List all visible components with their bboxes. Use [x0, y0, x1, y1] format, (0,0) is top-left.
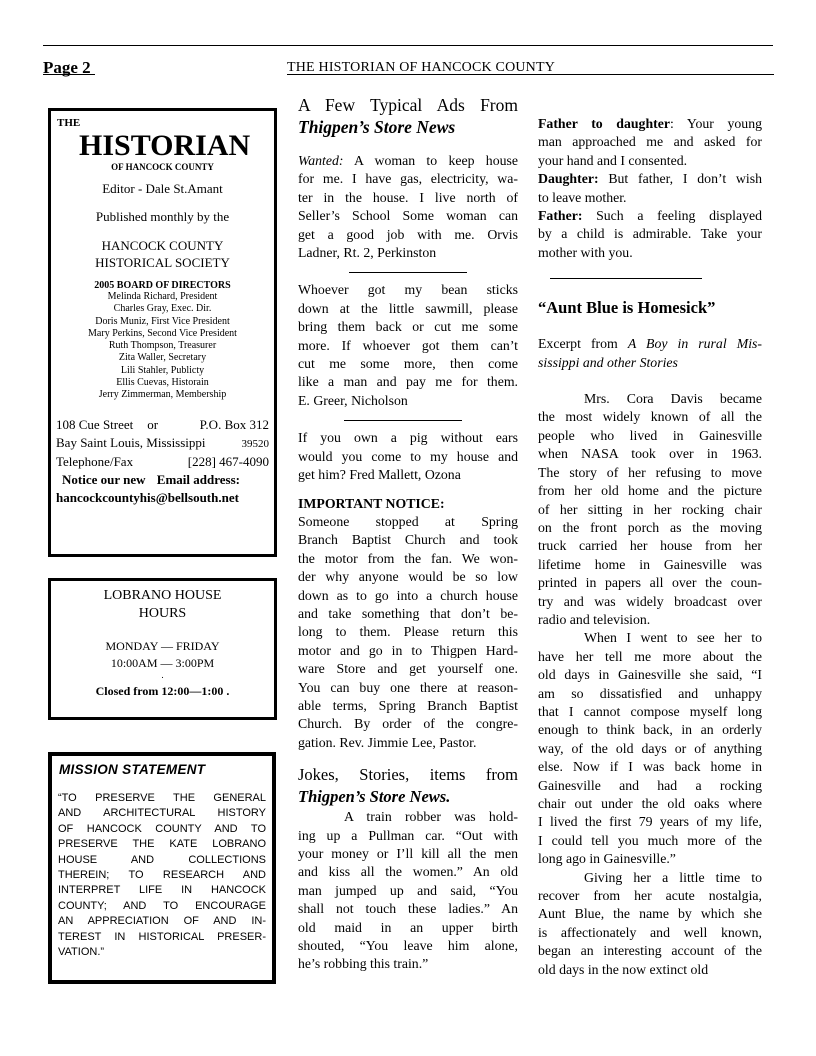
text-line: old maid in an upper birth: [298, 919, 518, 935]
aunt-paragraph-2: [538, 629, 762, 868]
text-line: long to them. Please return this: [298, 624, 518, 640]
text-line: by a child is admirable. Take your: [538, 226, 762, 242]
text-line: old days in the now extinct old: [538, 961, 709, 977]
text-line: Giving her a little time to: [584, 869, 762, 885]
contact-block: [56, 416, 269, 507]
mission-line: THEREIN; TO RESEARCH AND: [58, 869, 266, 882]
mission-title: MISSION STATEMENT: [59, 762, 206, 777]
text-line: long ago in Gainesville.”: [538, 851, 676, 867]
ad-wanted: [298, 152, 518, 262]
text-line: from her old home and the picture: [538, 483, 762, 499]
father-first-line: [538, 115, 762, 133]
ad-pig: [298, 429, 518, 484]
text-line: and kiss all the women.” An old: [298, 864, 518, 880]
board-member: Jerry Zimmerman, Membership: [98, 389, 227, 401]
ad-wanted-body: [298, 170, 518, 262]
text-line: down at the little sawmill, please: [298, 300, 518, 316]
text-line: der why anyone would be so low: [298, 569, 518, 585]
board-member: Ruth Thompson, Treasurer: [108, 340, 217, 352]
masthead-title: HISTORIAN: [79, 129, 251, 162]
hours-time: 10:00AM — 3:00PM: [110, 656, 215, 670]
jokes-heading-line-2: Thigpen’s Store News.: [298, 787, 451, 807]
text-line: shouted, “You leave him alone,: [298, 938, 518, 954]
text-line: that I cannot compose myself long: [538, 703, 762, 719]
ad-wanted-first-line: [298, 152, 518, 170]
aunt-excerpt-italic-1: A Boy in rural Mis-: [627, 336, 762, 352]
text-line: A train robber was hold-: [344, 809, 518, 825]
text-line: the motor from the fan. We won-: [298, 550, 518, 566]
daughter-first-line: [538, 170, 762, 188]
mission-line: TEREST IN HISTORICAL PRESER-: [58, 930, 266, 943]
text-line: would you come to my house and: [298, 448, 518, 464]
text-line: recover from her acute nostalgia,: [538, 888, 762, 904]
text-line: Ladner, Rt. 2, Perkinston: [298, 245, 437, 261]
city-line: [56, 434, 269, 453]
masthead-published: Published monthly by the: [95, 209, 230, 224]
text-line: I lived the first 79 years of my life,: [538, 814, 762, 830]
ads-heading-line-1: A Few Typical Ads From: [298, 95, 518, 115]
notice-body: [298, 513, 518, 752]
middle-column: [298, 94, 518, 974]
email-label: Email address:: [156, 471, 240, 487]
email-notice: [62, 471, 269, 489]
text-line: gation. Rev. Jimmie Lee, Pastor.: [298, 734, 477, 750]
daughter-body: [538, 189, 762, 207]
text-line: he’s robbing this train.”: [298, 956, 429, 972]
text-line: enough to think back, in an orderly: [538, 722, 762, 738]
board-member: Doris Muniz, First Vice President: [95, 315, 230, 327]
text-line: motor and go in to Thigpen Hard-: [298, 642, 518, 658]
ad-separator-1: [349, 272, 467, 273]
text-line: Whoever got my bean sticks: [298, 282, 518, 298]
text-line: on the front porch as the moving: [538, 519, 762, 535]
masthead-subtitle: OF HANCOCK COUNTY: [111, 162, 214, 172]
text-line: Aunt Blue, the name by which she: [538, 906, 762, 922]
ad-wanted-first: A woman to keep house: [343, 153, 518, 168]
address-line: [56, 416, 269, 434]
text-line: is affectionately and well known,: [538, 924, 762, 940]
masthead-the: THE: [57, 117, 81, 129]
father2-label: Father:: [538, 208, 583, 224]
ads-heading-line-2: Thigpen’s Store News: [298, 117, 456, 137]
header-rule-left: [43, 74, 95, 75]
text-line: Seller’s School Some woman can: [298, 208, 518, 224]
society-line-2: HISTORICAL SOCIETY: [95, 255, 230, 270]
address-or: or: [147, 416, 159, 432]
father2-first-line: [538, 207, 762, 225]
hours-title-line-1: LOBRANO HOUSE: [103, 588, 222, 603]
editor-text: Editor - Dale St.Amant: [102, 181, 223, 196]
text-line: Gainesville and had a rocking: [538, 777, 762, 793]
text-line: to leave mother.: [538, 189, 627, 205]
mission-line: COUNTY; AND TO ENCOURAGE: [58, 899, 266, 912]
jokes-body: [298, 808, 518, 974]
email-address[interactable]: hancockcountyhis@bellsouth.net: [56, 489, 239, 505]
text-line: of her sitting in her rocking chair: [538, 501, 762, 517]
mission-line: INTERPRET LIFE IN HANCOCK: [58, 884, 266, 897]
hours-dot: .: [161, 670, 164, 680]
text-line: If you own a pig without ears: [298, 430, 518, 446]
ad-wanted-label: Wanted:: [298, 153, 344, 168]
aunt-paragraph-3: [538, 869, 762, 979]
board-heading: 2005 BOARD OF DIRECTORS: [94, 280, 231, 291]
text-line: man approached me and asked for: [538, 134, 762, 150]
board-member: Zita Waller, Secretary: [118, 352, 207, 364]
phone-label: Telephone/Fax: [56, 453, 134, 469]
father-label: Father to daughter: [538, 116, 670, 131]
text-line: when NASA took over in 1963.: [538, 446, 762, 462]
aunt-paragraph-1: [538, 390, 762, 629]
text-line: get a good job with me. Orvis: [298, 226, 518, 242]
mission-line: AN APPRECIATION OF AND IN-: [58, 915, 266, 928]
text-line: more. If whoever got them can’t: [298, 337, 518, 353]
text-line: When I went to see her to: [584, 630, 762, 646]
text-line: ware Store and get yourself one.: [298, 661, 518, 677]
hours-closed: Closed from 12:00—1:00 .: [95, 684, 230, 698]
text-line: else. Now if I was back home in: [538, 759, 762, 775]
right-column: [538, 115, 762, 979]
text-line: mother with you.: [538, 244, 633, 260]
text-line: your money or I’ll kill all the men: [298, 846, 518, 861]
board-member: Lili Stahler, Publicty: [120, 364, 205, 376]
daughter-first: But father, I don’t wish: [598, 171, 762, 187]
masthead-editor: [56, 181, 269, 197]
text-line: able terms, Spring Branch Baptist: [298, 697, 518, 713]
phone-number: [228] 467-4090: [187, 453, 269, 469]
text-line: You can buy one there at reason-: [298, 679, 518, 695]
ad-separator-2: [344, 420, 462, 421]
text-line: ter in the house. I live north of: [298, 189, 518, 205]
top-rule: [43, 45, 773, 46]
text-line: radio and television.: [538, 611, 651, 627]
text-line: for me. I have gas, electricity, wa-: [298, 171, 518, 187]
address-pobox: P.O. Box 312: [199, 416, 269, 432]
text-line: began an interesting account of the: [538, 943, 762, 959]
text-line: get him? Fred Mallett, Ozona: [298, 467, 461, 483]
text-line: printed in papers all over the coun-: [538, 575, 762, 591]
board-member: Mary Perkins, Second Vice President: [88, 327, 237, 339]
masthead-box: [48, 108, 277, 557]
text-line: am so dissatisfied and unhappy: [538, 685, 762, 701]
text-line: have her tell me more about the: [538, 648, 762, 664]
board-member: Melinda Richard, President: [107, 291, 218, 302]
ad-bean-sticks: [298, 281, 518, 410]
address-city: Bay Saint Louis, Mississippi: [56, 434, 206, 450]
mission-line: HOUSE AND COLLECTIONS: [58, 853, 266, 866]
text-line: down as to go into a church house: [298, 587, 518, 603]
text-line: bring them back or cut me some: [298, 319, 518, 335]
text-line: way, of the old days or of anything: [538, 740, 762, 756]
text-line: Branch Baptist Church and took: [298, 532, 518, 548]
father-first: : Your young: [669, 116, 762, 131]
board-list: [56, 291, 269, 402]
board-member: Charles Gray, Exec. Dir.: [113, 303, 212, 315]
page-number: Page 2: [43, 58, 91, 77]
hours-title: [51, 587, 274, 623]
address-street: 108 Cue Street: [56, 416, 134, 432]
mission-box: [48, 752, 276, 984]
text-line: chair out under the old oaks where: [538, 796, 762, 811]
text-line: truck carried her house from her: [538, 538, 762, 554]
text-line: try and was widely broadcast over: [538, 593, 762, 609]
text-line: old days in Gainesville she said, “I: [538, 667, 762, 683]
hours-box: [48, 578, 277, 720]
aunt-excerpt: [538, 335, 762, 372]
text-line: Mrs. Cora Davis became: [584, 391, 762, 407]
father-body: [538, 133, 762, 170]
hours-days: MONDAY — FRIDAY: [105, 639, 220, 653]
aunt-excerpt-plain: Excerpt from: [538, 336, 628, 352]
aunt-excerpt-line-2: sissippi and other Stories: [538, 354, 678, 370]
society-name: [56, 237, 269, 271]
text-line: I could tell you much more of the: [538, 832, 762, 848]
email-notice-text: Notice our new: [62, 471, 146, 487]
right-separator: [550, 278, 702, 279]
header-rule-right: [287, 74, 774, 75]
text-line: The story of her refusing to move: [538, 464, 762, 480]
mission-line: VATION.”: [58, 946, 105, 959]
board-member: Ellis Cuevas, Historain: [116, 377, 209, 389]
text-line: Church. By order of the congre-: [298, 716, 518, 732]
hours-title-line-2: HOURS: [138, 606, 187, 621]
mission-line: PRESERVE THE KATE LOBRANO: [58, 838, 266, 851]
text-line: man jumped up and said, “You: [298, 882, 518, 898]
text-line: ing up a Pullman car. “Out with: [298, 827, 518, 843]
text-line: people who lived in Gainesville: [538, 427, 762, 443]
address-zip: 39520: [241, 437, 269, 450]
mission-text: [58, 791, 266, 960]
text-line: shall not touch these ladies.” An: [298, 901, 518, 917]
jokes-heading-line-1: Jokes, Stories, items from: [298, 765, 518, 785]
text-line: your hand and I consented.: [538, 152, 688, 168]
society-line-1: HANCOCK COUNTY: [101, 238, 224, 253]
text-line: lifetime home in Gainesville was: [538, 556, 762, 572]
mission-line: AND ARCHITECTURAL HISTORY: [58, 807, 266, 820]
publication-title: THE HISTORIAN OF HANCOCK COUNTY: [287, 60, 556, 75]
aunt-heading: “Aunt Blue is Homesick”: [538, 298, 716, 318]
text-line: E. Greer, Nicholson: [298, 392, 408, 408]
text-line: and take something that don’t be-: [298, 605, 518, 621]
text-line: cut me some more, then come: [298, 356, 518, 372]
mission-line: “TO PRESERVE THE GENERAL: [58, 792, 266, 804]
aunt-excerpt-line-1: [538, 335, 762, 353]
phone-line: [56, 453, 269, 471]
father2-body: [538, 225, 762, 262]
text-line: Someone stopped at Spring: [298, 513, 518, 529]
notice-heading: IMPORTANT NOTICE:: [298, 495, 445, 511]
mission-line: OF HANCOCK COUNTY AND TO: [58, 822, 266, 835]
daughter-label: Daughter:: [538, 171, 599, 187]
father2-first: Such a feeling displayed: [582, 208, 762, 224]
text-line: like a man and pay me for them.: [298, 374, 518, 390]
text-line: the most widely known of all the: [538, 409, 762, 425]
